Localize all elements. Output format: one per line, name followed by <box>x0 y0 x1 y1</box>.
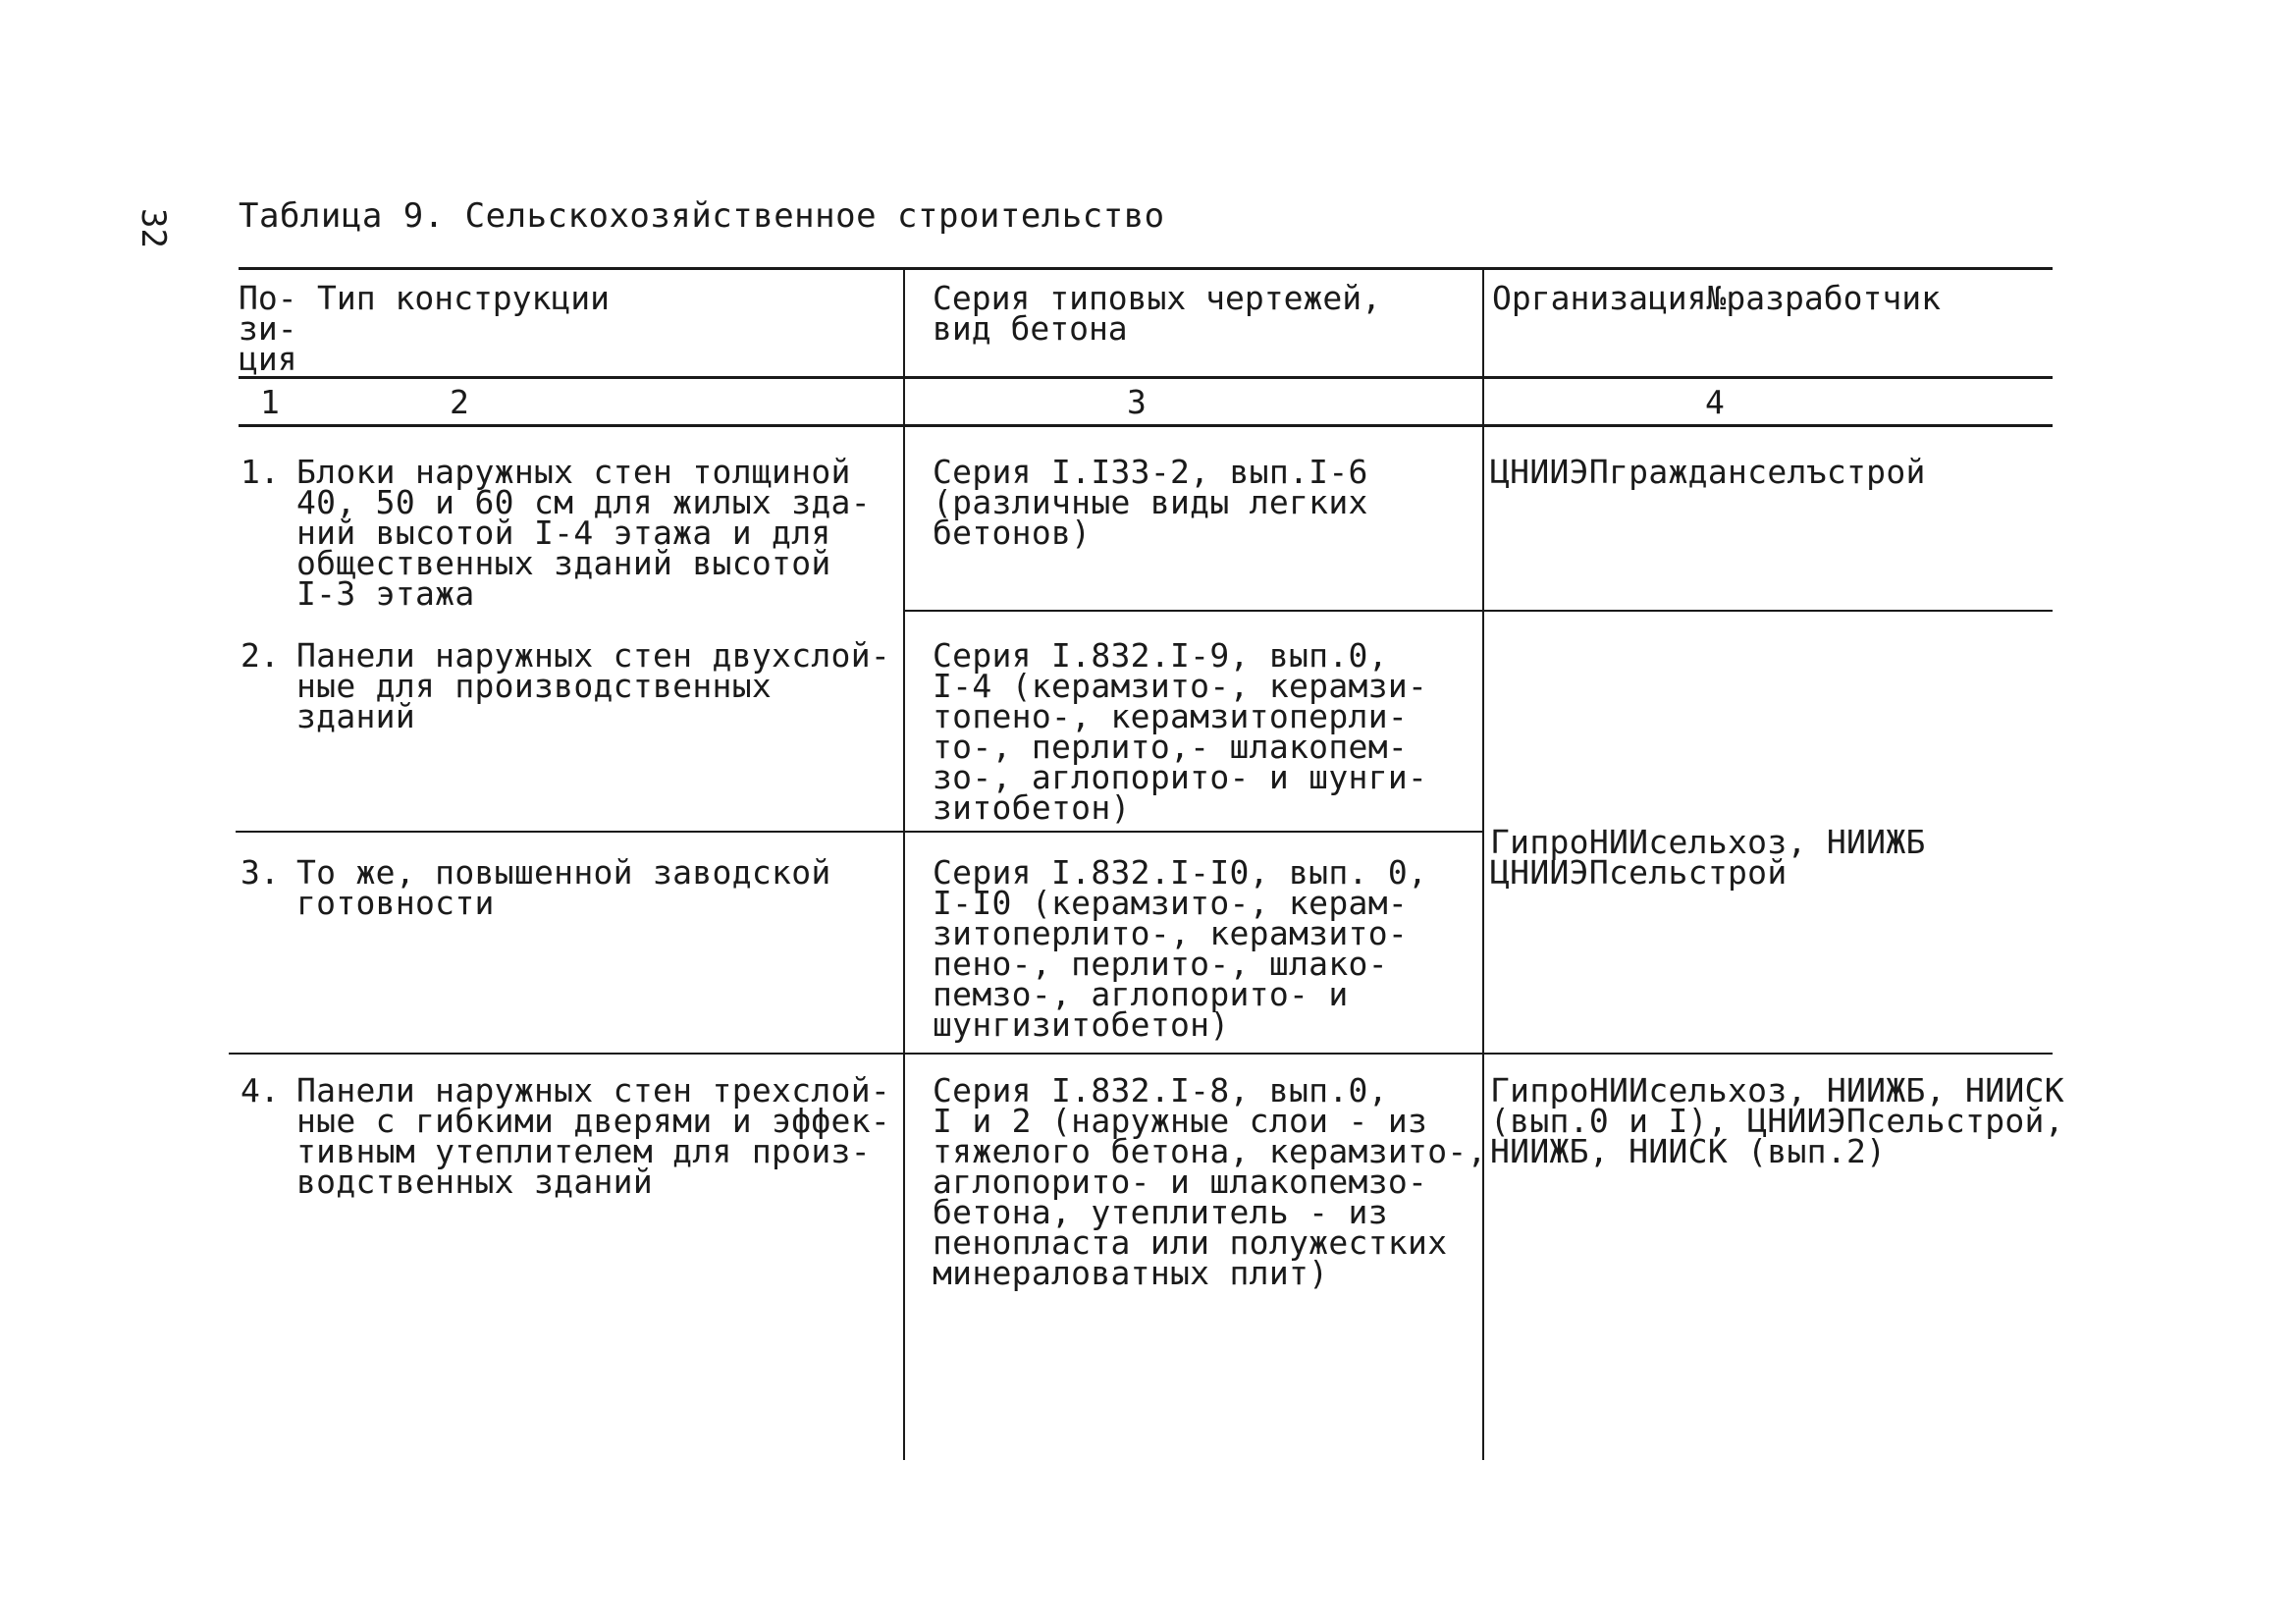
row-4-organization: ГипроНИИсельхоз, НИИЖБ, НИИСК (вып.0 и I), ЦНИИЭПсельстрой, НИИЖБ, НИИСК (вып.2) <box>1490 1071 2064 1170</box>
row2-series-bottom-rule <box>903 831 1484 833</box>
row-2-type: Панели наружных стен двухслой- ные для производственных зданий <box>296 636 891 735</box>
col2-col3-divider <box>903 267 905 1460</box>
row-3-type: То же, повышенной заводской готовности <box>296 853 831 922</box>
column-number-3: 3 <box>1127 383 1147 421</box>
row3-bottom-rule <box>229 1053 2053 1055</box>
row-3-series: Серия I.832.I-I0, вып. 0, I-I0 (керамзито-, керам- зитоперлито-, керамзито- пено-, перлито-, шлако- пемзо-, аглопорито- и шунгизитобетон) <box>933 853 1428 1044</box>
column-number-1: 1 <box>260 383 280 421</box>
column-number-2: 2 <box>450 383 469 421</box>
table-title: Таблица 9. Сельскохозяйственное строительство <box>239 196 1165 236</box>
rows-2-3-organization: ГипроНИИсельхоз, НИИЖБ ЦНИИЭПсельстрой <box>1490 823 1926 892</box>
page-number: 32 <box>133 208 173 248</box>
row-1-organization: ЦНИИЭПгражданселъстрой <box>1490 453 1926 491</box>
row-4-number: 4. <box>240 1071 280 1110</box>
header-position: По- зи- ция <box>239 279 297 378</box>
row-1-type: Блоки наружных стен толщиной 40, 50 и 60 см для жилых зда- ний высотой I-4 этажа и для общественных зданий высотой I-3 этажа <box>296 453 871 613</box>
row-4-type: Панели наружных стен трехслой- ные с гибкими дверями и эффек- тивным утеплителем для произ- водственных зданий <box>296 1071 891 1201</box>
row-2-number: 2. <box>240 636 280 675</box>
header-bottom-rule <box>239 376 2053 379</box>
row-1-number: 1. <box>240 453 280 491</box>
row-3-number: 3. <box>240 853 280 892</box>
row2-bottom-rule <box>236 831 903 833</box>
row-2-series: Серия I.832.I-9, вып.0, I-4 (керамзито-, керамзи- топено-, керамзитоперли- то-, перлито,- шлакопем- зо-, аглопорито- и шунги- зитобетон) <box>933 636 1428 827</box>
colnum-bottom-rule <box>239 424 2053 427</box>
header-type: Тип конструкции <box>317 279 611 317</box>
row-4-series: Серия I.832.I-8, вып.0, I и 2 (наружные слои - из тяжелого бетона, керамзито-, аглопорито- и шлакопемзо- бетона, утеплитель - из пенопласта или полужестких минераловатных плит) <box>933 1071 1487 1292</box>
table-top-rule <box>239 267 2053 270</box>
header-organization: Организация№разработчик <box>1492 279 1941 317</box>
row1-bottom-rule <box>903 610 2053 612</box>
column-number-4: 4 <box>1705 383 1725 421</box>
header-series: Серия типовых чертежей, вид бетона <box>933 279 1381 348</box>
row-1-series: Серия I.I33-2, вып.I-6 (различные виды легких бетонов) <box>933 453 1368 552</box>
